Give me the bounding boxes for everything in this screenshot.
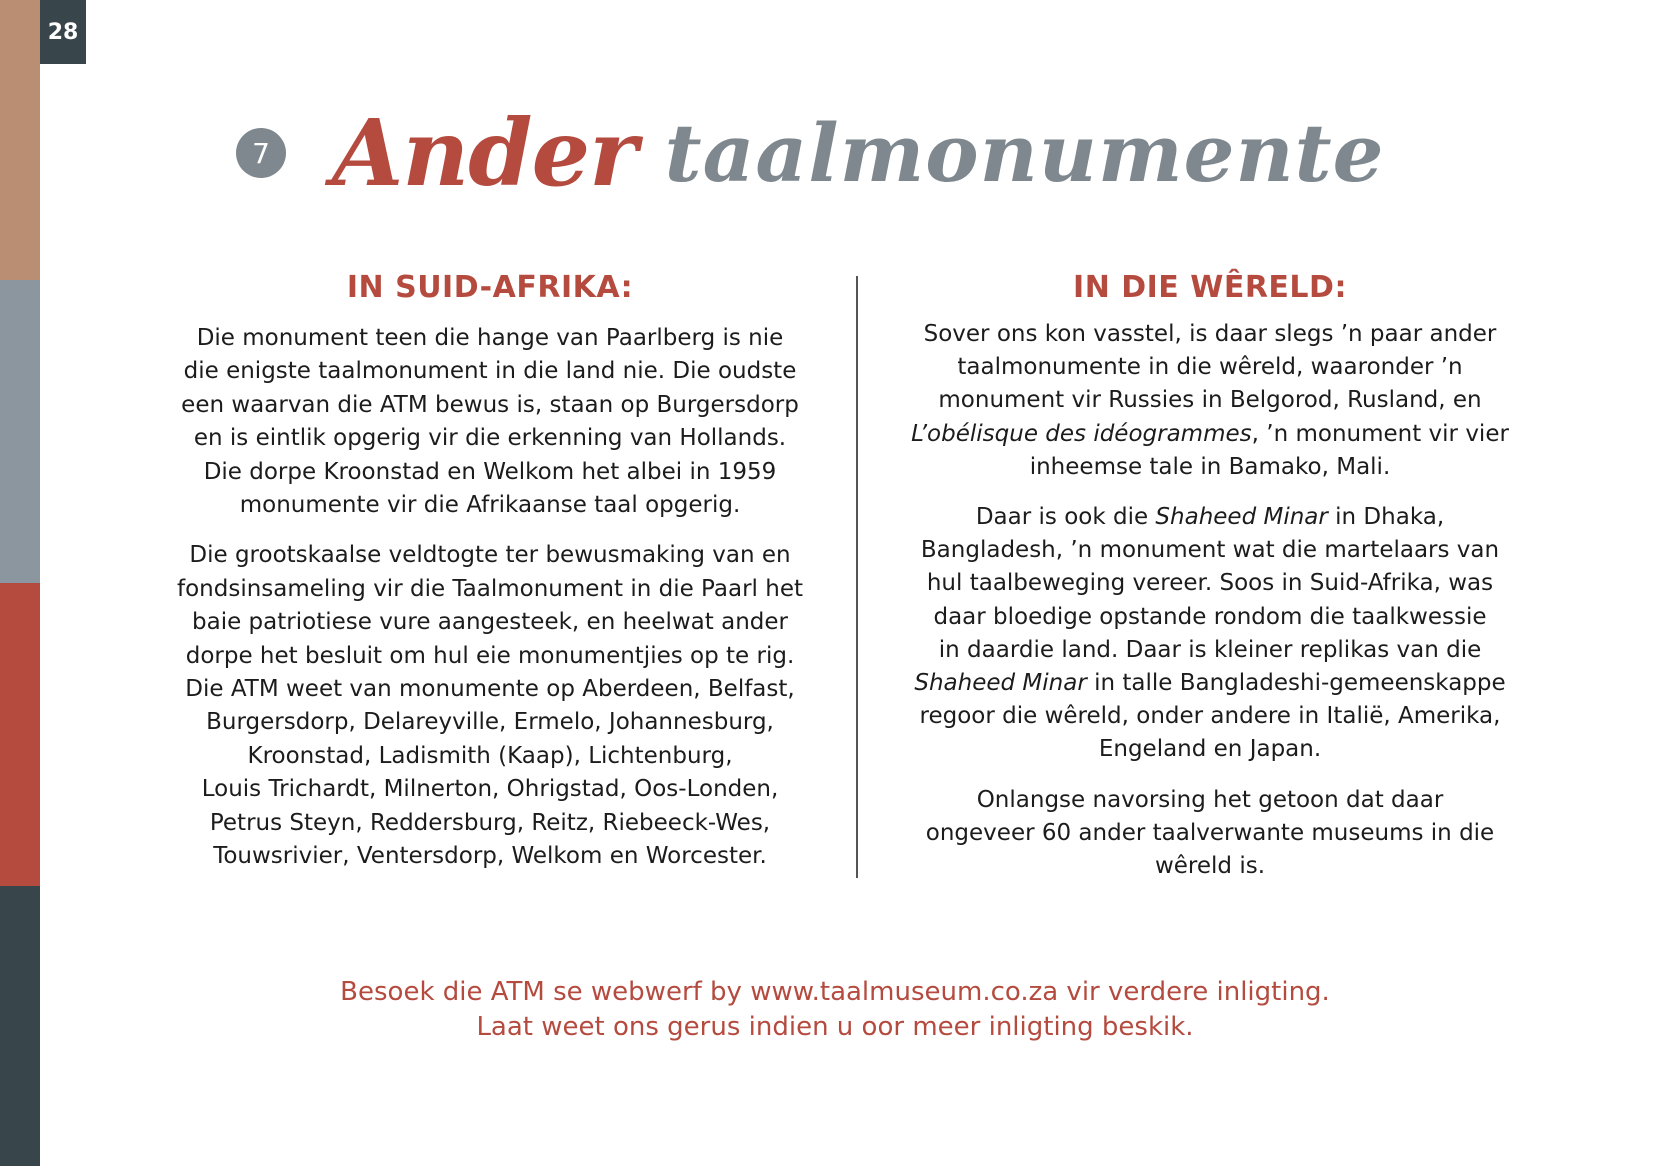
text-line: hul taalbeweging vereer. Soos in Suid-Afrika, was <box>926 570 1494 597</box>
text-line: wêreld is. <box>1154 853 1266 880</box>
text-line: Die ATM weet van monumente op Aberdeen, Belfast, <box>185 676 795 703</box>
text-line: in daardie land. Daar is kleiner replikas van die <box>938 636 1482 663</box>
text-line: Engeland en Japan. <box>1098 736 1322 763</box>
text-line: dorpe het besluit om hul eie monumentjies op te rig. <box>185 642 795 669</box>
page-title <box>236 98 1385 208</box>
text-line: Onlangse navorsing het getoon dat daar <box>976 786 1444 813</box>
column-divider <box>856 276 858 878</box>
left-column-heading: IN SUID-AFRIKA: <box>346 270 634 305</box>
right-column <box>870 268 1550 900</box>
footer-line-contact: Laat weet ons gerus indien u oor meer inligting beskik. <box>476 1012 1194 1042</box>
text-line: Die monument teen die hange van Paarlberg is nie <box>196 325 784 351</box>
text-fragment: in talle Bangladeshi-gemeenskappe <box>1086 670 1506 697</box>
left-paragraph-1 <box>150 322 830 522</box>
page-number: 28 <box>40 0 86 64</box>
text-line: Touwsrivier, Ventersdorp, Welkom en Worcester. <box>213 843 767 870</box>
right-paragraph-3 <box>870 784 1550 884</box>
title-word-taalmonumente: taalmonumente <box>664 106 1385 200</box>
italic-title: Shaheed Minar <box>1155 504 1328 531</box>
side-color-bar <box>0 0 40 1166</box>
text-line: regoor die wêreld, onder andere in Italië, Amerika, <box>919 703 1501 730</box>
text-line <box>870 501 1550 534</box>
right-paragraph-1 <box>870 318 1550 484</box>
text-line: een waarvan die ATM bewus is, staan op Burgersdorp <box>181 391 799 418</box>
text-fragment: Daar is ook die <box>975 504 1156 531</box>
text-line: en is eintlik opgerig vir die erkenning van Hollands. <box>193 425 787 452</box>
text-line: inheemse tale in Bamako, Mali. <box>1029 453 1391 480</box>
text-line: Burgersdorp, Delareyville, Ermelo, Johannesburg, <box>206 709 774 736</box>
text-line: Petrus Steyn, Reddersburg, Reitz, Riebeeck-Wes, <box>209 809 771 836</box>
text-line <box>870 418 1550 451</box>
text-line: baie patriotiese vure aangesteek, en heelwat ander <box>192 609 788 636</box>
text-line: daar bloedige opstande rondom die taalkwessie <box>933 603 1487 630</box>
text-line <box>870 667 1550 700</box>
text-line: die enigste taalmonument in die land nie. Die oudste <box>183 358 797 385</box>
side-bar-tan-segment <box>0 0 40 280</box>
text-line: Kroonstad, Ladismith (Kaap), Lichtenburg, <box>247 742 733 769</box>
text-line: monument vir Russies in Belgorod, Rusland, en <box>938 387 1482 414</box>
text-line: Sover ons kon vasstel, is daar slegs ’n paar ander <box>923 321 1497 347</box>
section-number-badge: 7 <box>236 128 286 178</box>
text-line: monumente vir die Afrikaanse taal opgerig. <box>239 492 741 519</box>
text-line: Louis Trichardt, Milnerton, Ohrigstad, Oos-Londen, <box>201 776 779 803</box>
side-bar-dark-segment <box>0 886 40 1166</box>
side-bar-red-segment <box>0 583 40 886</box>
side-bar-grey-segment <box>0 280 40 583</box>
right-column-heading: IN DIE WÊRELD: <box>1073 270 1347 305</box>
left-paragraph-2 <box>150 539 830 873</box>
italic-title: L’obélisque des idéogrammes <box>911 420 1252 447</box>
text-line: Die grootskaalse veldtogte ter bewusmaking van en <box>189 542 791 569</box>
left-column <box>150 268 830 891</box>
footer-note <box>300 975 1370 1045</box>
text-line: ongeveer 60 ander taalverwante museums in die <box>925 819 1495 846</box>
text-fragment: , ’n monument vir vier <box>1251 420 1509 447</box>
text-line: Die dorpe Kroonstad en Welkom het albei in 1959 <box>203 458 777 485</box>
text-line: Bangladesh, ’n monument wat die martelaars van <box>920 537 1500 564</box>
title-word-ander: Ander <box>332 99 637 207</box>
footer-line-website: Besoek die ATM se webwerf by www.taalmuseum.co.za vir verdere inligting. <box>340 977 1330 1007</box>
text-fragment: in Dhaka, <box>1327 504 1445 531</box>
text-line: fondsinsameling vir die Taalmonument in die Paarl het <box>177 575 803 602</box>
italic-title: Shaheed Minar <box>914 670 1087 697</box>
text-line: taalmonumente in die wêreld, waaronder ’n <box>957 354 1463 381</box>
right-paragraph-2 <box>870 501 1550 767</box>
